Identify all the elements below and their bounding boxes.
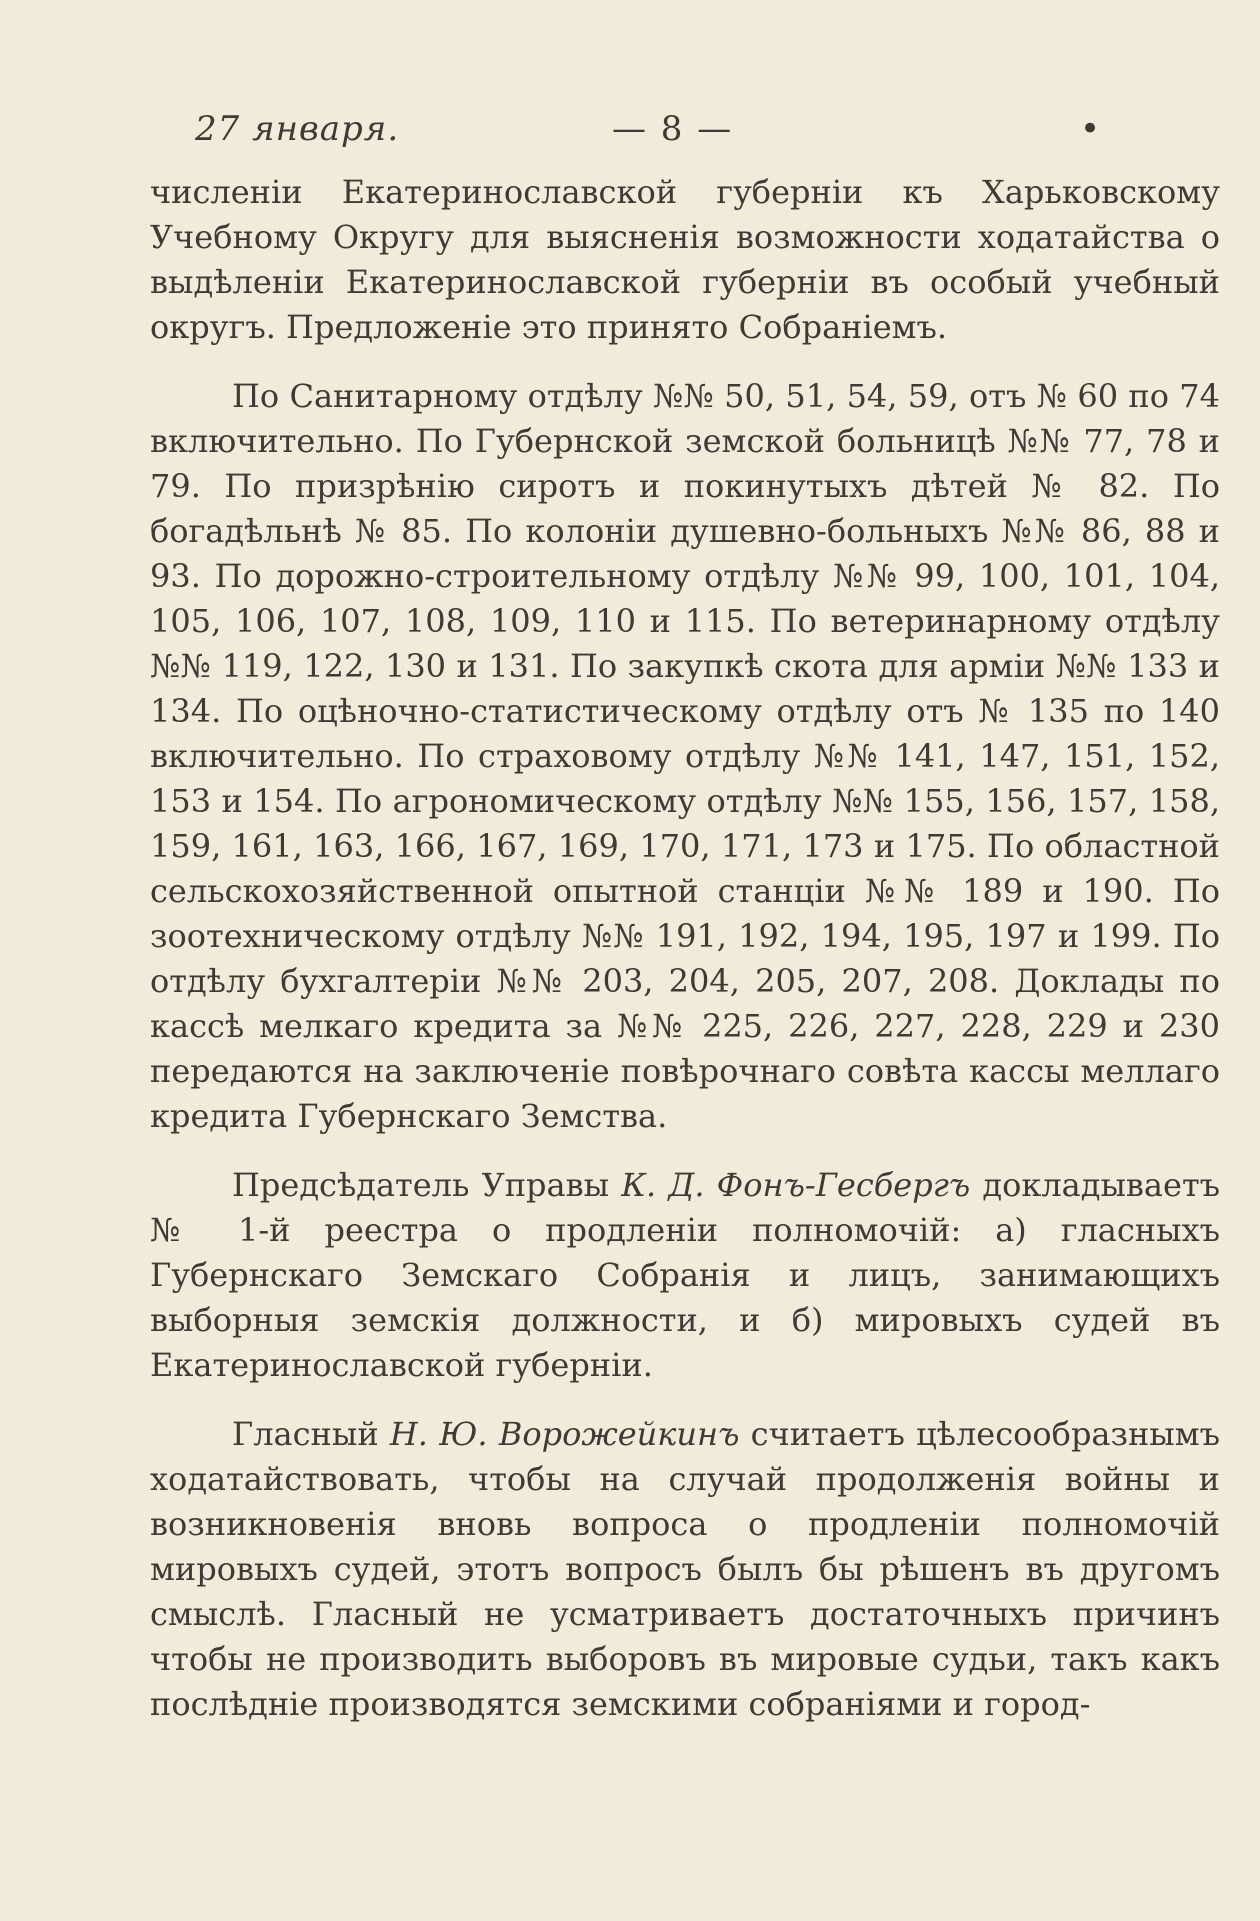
paragraph-prefix: Гласный xyxy=(232,1415,390,1453)
paragraph-prefix: Предсѣдатель Управы xyxy=(232,1166,622,1204)
paragraph-departments-list: По Санитарному отдѣлу №№ 50, 51, 54, 59, отъ № 60 по 74 включительно. По Губернской земской больницѣ №№ 77, 78 и 79. По призрѣнію сиротъ и покинутыхъ дѣтей № 82. По богадѣльнѣ № 85. По колоніи душевно-больныхъ №№ 86, 88 и 93. По дорожно-строительному отдѣлу №№ 99, 100, 101, 104, 105, 106, 107, 108, 109, 110 и 115. По ветеринарному отдѣлу №№ 119, 122, 130 и 131. По закупкѣ скота для арміи №№ 133 и 134. По оцѣночно-статистическому отдѣлу отъ № 135 по 140 включительно. По страховому отдѣлу №№ 141, 147, 151, 152, 153 и 154. По агрономическому отдѣлу №№ 155, 156, 157, 158, 159, 161, 163, 166, 167, 169, 170, 171, 173 и 175. По областной сельскохозяйственной опытной станціи №№ 189 и 190. По зоотехническому отдѣлу №№ 191, 192, 194, 195, 197 и 199. По отдѣлу бухгалтеріи №№ 203, 204, 205, 207, 208. Доклады по кассѣ мелкаго кредита за №№ 225, 226, 227, 228, 229 и 230 передаются на заключеніе повѣрочнаго совѣта кассы меллаго кредита Губернскаго Земства. xyxy=(150,377,1220,1135)
paragraph-chairman-report xyxy=(150,1163,1220,1388)
paragraph-continuation: численіи Екатеринославской губерніи къ Харьковскому Учебному Округу для выясненія возможности ходатайства о выдѣленіи Екатеринославской губерніи въ особый учебный округъ. Предложеніе это принято Собраніемъ. xyxy=(150,173,1220,346)
paragraph-body: докладываетъ № 1-й реестра о продленіи полномочій: а) гласныхъ Губернскаго Земскаго Собранія и лицъ, занимающихъ выборныя земскія должности, и б) мировыхъ судей въ Екатеринославской губерніи. xyxy=(150,1166,1221,1384)
document-body xyxy=(150,170,1220,1751)
page-number: — 8 — xyxy=(612,109,734,149)
paragraph-councillor-opinion xyxy=(150,1412,1220,1727)
header-mark: • xyxy=(1080,109,1101,149)
person-name: Н. Ю. Ворожейкинъ xyxy=(389,1415,740,1453)
person-name: К. Д. Фонъ-Гесбергъ xyxy=(621,1166,971,1204)
header-date: 27 января. xyxy=(195,109,400,149)
paragraph-body: считаетъ цѣлесообразнымъ ходатайствовать, чтобы на случай продолженія войны и возникновенія вновь вопроса о продленіи полномочій мировыхъ судей, этотъ вопросъ былъ бы рѣшенъ въ другомъ смыслѣ. Гласный не усматриваетъ достаточныхъ причинъ чтобы не производить выборовъ въ мировые судьи, такъ какъ послѣдніе производятся земскими собраніями и город- xyxy=(150,1415,1221,1723)
page-header xyxy=(150,104,1210,154)
